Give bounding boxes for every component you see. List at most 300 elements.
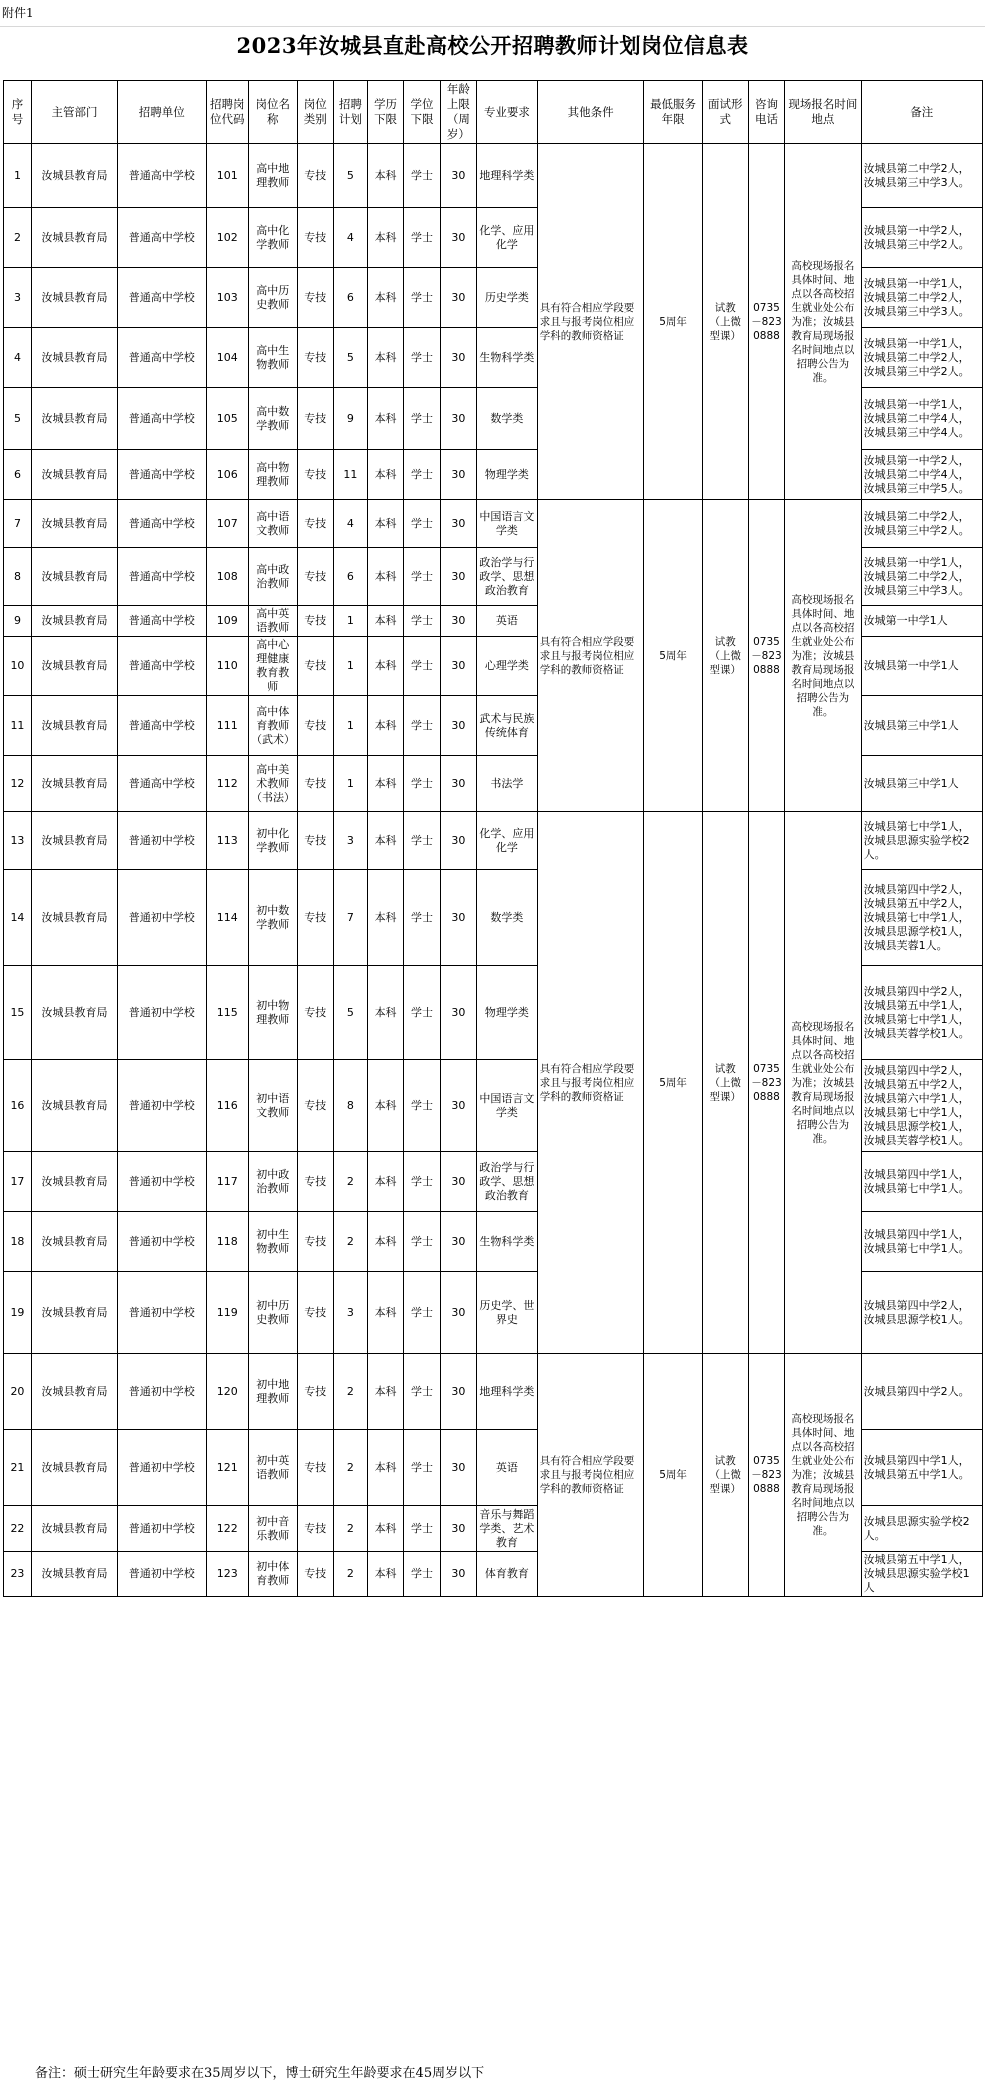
cell-note: 汝城县第五中学1人，汝城县思源实验学校1人 bbox=[861, 1552, 982, 1597]
header-cell: 招聘单位 bbox=[118, 81, 207, 144]
cell-age: 30 bbox=[440, 756, 476, 812]
cell-other: 具有符合相应学段要求且与报考岗位相应学科的教师资格证 bbox=[537, 1354, 644, 1597]
cell-department: 汝城县教育局 bbox=[31, 1272, 117, 1354]
cell-onsite: 高校现场报名具体时间、地点以各高校招生就业处公布为准；汝城县教育局现场报名时间地点以招聘公告为准。 bbox=[785, 812, 861, 1354]
cell-age: 30 bbox=[440, 328, 476, 388]
header-cell: 招聘计划 bbox=[333, 81, 367, 144]
cell-age: 30 bbox=[440, 696, 476, 756]
cell-code: 101 bbox=[206, 144, 248, 208]
cell-category: 专技 bbox=[297, 870, 333, 966]
cell-major: 体育教育 bbox=[477, 1552, 538, 1597]
cell-position: 初中英语教师 bbox=[249, 1430, 298, 1506]
cell-seq: 6 bbox=[4, 450, 32, 500]
cell-unit: 普通初中学校 bbox=[118, 1552, 207, 1597]
table-row bbox=[4, 500, 983, 548]
cell-position: 初中语文教师 bbox=[249, 1060, 298, 1152]
cell-note: 汝城县第一中学1人 bbox=[861, 637, 982, 696]
cell-position: 高中地理教师 bbox=[249, 144, 298, 208]
cell-category: 专技 bbox=[297, 606, 333, 637]
cell-code: 123 bbox=[206, 1552, 248, 1597]
cell-age: 30 bbox=[440, 870, 476, 966]
cell-edu: 本科 bbox=[367, 144, 403, 208]
cell-unit: 普通初中学校 bbox=[118, 812, 207, 870]
cell-note: 汝城县第四中学2人。 bbox=[861, 1354, 982, 1430]
cell-department: 汝城县教育局 bbox=[31, 870, 117, 966]
cell-edu: 本科 bbox=[367, 388, 403, 450]
cell-category: 专技 bbox=[297, 696, 333, 756]
cell-other: 具有符合相应学段要求且与报考岗位相应学科的教师资格证 bbox=[537, 500, 644, 812]
cell-position: 高中物理教师 bbox=[249, 450, 298, 500]
cell-other: 具有符合相应学段要求且与报考岗位相应学科的教师资格证 bbox=[537, 812, 644, 1354]
page-title: 2023年汝城县直赴高校公开招聘教师计划岗位信息表 bbox=[236, 33, 749, 58]
cell-major: 数学类 bbox=[477, 870, 538, 966]
cell-edu: 本科 bbox=[367, 870, 403, 966]
cell-onsite: 高校现场报名具体时间、地点以各高校招生就业处公布为准；汝城县教育局现场报名时间地点以招聘公告为准。 bbox=[785, 1354, 861, 1597]
cell-phone: 0735－8230888 bbox=[748, 144, 784, 500]
cell-plan: 2 bbox=[333, 1506, 367, 1552]
cell-degree: 学士 bbox=[404, 500, 440, 548]
cell-interview: 试教（上微型课） bbox=[702, 812, 748, 1354]
cell-age: 30 bbox=[440, 548, 476, 606]
cell-unit: 普通高中学校 bbox=[118, 208, 207, 268]
cell-major: 生物科学类 bbox=[477, 328, 538, 388]
cell-edu: 本科 bbox=[367, 268, 403, 328]
cell-category: 专技 bbox=[297, 328, 333, 388]
cell-category: 专技 bbox=[297, 1060, 333, 1152]
cell-major: 生物科学类 bbox=[477, 1212, 538, 1272]
cell-major: 地理科学类 bbox=[477, 1354, 538, 1430]
cell-department: 汝城县教育局 bbox=[31, 144, 117, 208]
cell-age: 30 bbox=[440, 1552, 476, 1597]
cell-department: 汝城县教育局 bbox=[31, 388, 117, 450]
cell-department: 汝城县教育局 bbox=[31, 500, 117, 548]
cell-department: 汝城县教育局 bbox=[31, 1506, 117, 1552]
cell-degree: 学士 bbox=[404, 756, 440, 812]
footnote: 备注：硕士研究生年龄要求在35周岁以下，博士研究生年龄要求在45周岁以下 bbox=[35, 2066, 485, 2081]
cell-edu: 本科 bbox=[367, 1506, 403, 1552]
cell-category: 专技 bbox=[297, 1212, 333, 1272]
cell-department: 汝城县教育局 bbox=[31, 1152, 117, 1212]
cell-major: 物理学类 bbox=[477, 450, 538, 500]
cell-onsite: 高校现场报名具体时间、地点以各高校招生就业处公布为准；汝城县教育局现场报名时间地点以招聘公告为准。 bbox=[785, 144, 861, 500]
cell-note: 汝城县第一中学2人，汝城县第三中学2人。 bbox=[861, 208, 982, 268]
cell-note: 汝城县第一中学2人，汝城县第二中学4人，汝城县第三中学5人。 bbox=[861, 450, 982, 500]
cell-seq: 9 bbox=[4, 606, 32, 637]
cell-position: 初中物理教师 bbox=[249, 966, 298, 1060]
cell-unit: 普通高中学校 bbox=[118, 388, 207, 450]
cell-age: 30 bbox=[440, 1152, 476, 1212]
cell-plan: 11 bbox=[333, 450, 367, 500]
cell-category: 专技 bbox=[297, 268, 333, 328]
cell-category: 专技 bbox=[297, 1152, 333, 1212]
cell-degree: 学士 bbox=[404, 388, 440, 450]
cell-edu: 本科 bbox=[367, 450, 403, 500]
cell-age: 30 bbox=[440, 966, 476, 1060]
cell-age: 30 bbox=[440, 1354, 476, 1430]
cell-plan: 2 bbox=[333, 1430, 367, 1506]
cell-position: 初中生物教师 bbox=[249, 1212, 298, 1272]
cell-age: 30 bbox=[440, 812, 476, 870]
cell-unit: 普通初中学校 bbox=[118, 1430, 207, 1506]
cell-note: 汝城县第三中学1人 bbox=[861, 696, 982, 756]
cell-age: 30 bbox=[440, 1506, 476, 1552]
cell-note: 汝城县第七中学1人，汝城县思源实验学校2人。 bbox=[861, 812, 982, 870]
cell-age: 30 bbox=[440, 1430, 476, 1506]
cell-degree: 学士 bbox=[404, 208, 440, 268]
table-body bbox=[4, 144, 983, 1597]
cell-major: 政治学与行政学、思想政治教育 bbox=[477, 1152, 538, 1212]
cell-code: 113 bbox=[206, 812, 248, 870]
cell-degree: 学士 bbox=[404, 144, 440, 208]
cell-degree: 学士 bbox=[404, 268, 440, 328]
cell-note: 汝城县思源实验学校2人。 bbox=[861, 1506, 982, 1552]
cell-position: 高中语文教师 bbox=[249, 500, 298, 548]
cell-note: 汝城县第一中学1人，汝城县第二中学4人，汝城县第三中学4人。 bbox=[861, 388, 982, 450]
cell-note: 汝城县第二中学2人，汝城县第三中学2人。 bbox=[861, 500, 982, 548]
cell-seq: 2 bbox=[4, 208, 32, 268]
cell-plan: 1 bbox=[333, 606, 367, 637]
cell-code: 105 bbox=[206, 388, 248, 450]
cell-unit: 普通初中学校 bbox=[118, 1272, 207, 1354]
cell-degree: 学士 bbox=[404, 870, 440, 966]
cell-note: 汝城县第一中学1人，汝城县第二中学2人，汝城县第三中学2人。 bbox=[861, 328, 982, 388]
cell-onsite: 高校现场报名具体时间、地点以各高校招生就业处公布为准；汝城县教育局现场报名时间地点以招聘公告为准。 bbox=[785, 500, 861, 812]
header-cell: 面试形式 bbox=[702, 81, 748, 144]
cell-plan: 5 bbox=[333, 966, 367, 1060]
cell-plan: 1 bbox=[333, 637, 367, 696]
cell-department: 汝城县教育局 bbox=[31, 756, 117, 812]
cell-age: 30 bbox=[440, 208, 476, 268]
cell-category: 专技 bbox=[297, 637, 333, 696]
header-cell: 岗位名称 bbox=[249, 81, 298, 144]
cell-department: 汝城县教育局 bbox=[31, 450, 117, 500]
cell-degree: 学士 bbox=[404, 1354, 440, 1430]
cell-major: 政治学与行政学、思想政治教育 bbox=[477, 548, 538, 606]
cell-unit: 普通高中学校 bbox=[118, 548, 207, 606]
cell-note: 汝城县第四中学2人，汝城县第五中学1人，汝城县第七中学1人，汝城县芙蓉学校1人。 bbox=[861, 966, 982, 1060]
cell-department: 汝城县教育局 bbox=[31, 1212, 117, 1272]
cell-code: 102 bbox=[206, 208, 248, 268]
cell-note: 汝城县第四中学2人，汝城县第五中学2人，汝城县第六中学1人，汝城县第七中学1人，汝城县思源学校1人，汝城县芙蓉学校1人。 bbox=[861, 1060, 982, 1152]
cell-edu: 本科 bbox=[367, 606, 403, 637]
cell-department: 汝城县教育局 bbox=[31, 637, 117, 696]
cell-degree: 学士 bbox=[404, 450, 440, 500]
cell-degree: 学士 bbox=[404, 1552, 440, 1597]
cell-edu: 本科 bbox=[367, 328, 403, 388]
table-row bbox=[4, 144, 983, 208]
header-cell: 招聘岗位代码 bbox=[206, 81, 248, 144]
cell-position: 初中音乐教师 bbox=[249, 1506, 298, 1552]
cell-code: 109 bbox=[206, 606, 248, 637]
cell-category: 专技 bbox=[297, 500, 333, 548]
cell-edu: 本科 bbox=[367, 500, 403, 548]
cell-unit: 普通初中学校 bbox=[118, 1506, 207, 1552]
cell-unit: 普通初中学校 bbox=[118, 966, 207, 1060]
cell-unit: 普通高中学校 bbox=[118, 268, 207, 328]
cell-unit: 普通初中学校 bbox=[118, 1152, 207, 1212]
cell-phone: 0735－8230888 bbox=[748, 812, 784, 1354]
cell-position: 高中数学教师 bbox=[249, 388, 298, 450]
cell-seq: 8 bbox=[4, 548, 32, 606]
cell-unit: 普通高中学校 bbox=[118, 696, 207, 756]
cell-age: 30 bbox=[440, 1060, 476, 1152]
cell-code: 111 bbox=[206, 696, 248, 756]
cell-major: 武术与民族传统体育 bbox=[477, 696, 538, 756]
cell-age: 30 bbox=[440, 1272, 476, 1354]
cell-seq: 13 bbox=[4, 812, 32, 870]
cell-position: 高中化学教师 bbox=[249, 208, 298, 268]
cell-unit: 普通初中学校 bbox=[118, 1060, 207, 1152]
cell-major: 英语 bbox=[477, 1430, 538, 1506]
cell-code: 120 bbox=[206, 1354, 248, 1430]
cell-edu: 本科 bbox=[367, 1152, 403, 1212]
cell-code: 116 bbox=[206, 1060, 248, 1152]
header-row bbox=[4, 81, 983, 144]
cell-seq: 23 bbox=[4, 1552, 32, 1597]
cell-plan: 3 bbox=[333, 812, 367, 870]
cell-position: 高中英语教师 bbox=[249, 606, 298, 637]
cell-phone: 0735－8230888 bbox=[748, 1354, 784, 1597]
header-cell: 年龄上限（周岁） bbox=[440, 81, 476, 144]
table-row bbox=[4, 812, 983, 870]
cell-code: 112 bbox=[206, 756, 248, 812]
cell-major: 英语 bbox=[477, 606, 538, 637]
cell-plan: 7 bbox=[333, 870, 367, 966]
header-cell: 现场报名时间地点 bbox=[785, 81, 861, 144]
cell-plan: 2 bbox=[333, 1354, 367, 1430]
cell-age: 30 bbox=[440, 450, 476, 500]
cell-code: 115 bbox=[206, 966, 248, 1060]
cell-position: 高中美术教师（书法） bbox=[249, 756, 298, 812]
cell-unit: 普通初中学校 bbox=[118, 1212, 207, 1272]
cell-seq: 1 bbox=[4, 144, 32, 208]
cell-unit: 普通高中学校 bbox=[118, 606, 207, 637]
cell-code: 103 bbox=[206, 268, 248, 328]
cell-years: 5周年 bbox=[644, 812, 702, 1354]
table-row bbox=[4, 1354, 983, 1430]
cell-age: 30 bbox=[440, 500, 476, 548]
header-cell: 主管部门 bbox=[31, 81, 117, 144]
cell-seq: 22 bbox=[4, 1506, 32, 1552]
cell-seq: 21 bbox=[4, 1430, 32, 1506]
positions-table bbox=[3, 80, 983, 1597]
cell-unit: 普通高中学校 bbox=[118, 756, 207, 812]
cell-plan: 6 bbox=[333, 548, 367, 606]
cell-major: 中国语言文学类 bbox=[477, 1060, 538, 1152]
cell-age: 30 bbox=[440, 268, 476, 328]
cell-other: 具有符合相应学段要求且与报考岗位相应学科的教师资格证 bbox=[537, 144, 644, 500]
cell-seq: 7 bbox=[4, 500, 32, 548]
header-cell: 专业要求 bbox=[477, 81, 538, 144]
cell-seq: 12 bbox=[4, 756, 32, 812]
cell-department: 汝城县教育局 bbox=[31, 1060, 117, 1152]
cell-code: 121 bbox=[206, 1430, 248, 1506]
cell-edu: 本科 bbox=[367, 1354, 403, 1430]
cell-degree: 学士 bbox=[404, 606, 440, 637]
cell-note: 汝城县第一中学1人，汝城县第二中学2人，汝城县第三中学3人。 bbox=[861, 548, 982, 606]
cell-category: 专技 bbox=[297, 144, 333, 208]
cell-note: 汝城县第四中学1人，汝城县第七中学1人。 bbox=[861, 1152, 982, 1212]
cell-major: 历史学类 bbox=[477, 268, 538, 328]
sheet-top-row bbox=[0, 0, 985, 27]
cell-major: 物理学类 bbox=[477, 966, 538, 1060]
cell-department: 汝城县教育局 bbox=[31, 812, 117, 870]
cell-major: 数学类 bbox=[477, 388, 538, 450]
annex-label: 附件1 bbox=[2, 6, 34, 20]
cell-age: 30 bbox=[440, 606, 476, 637]
cell-major: 地理科学类 bbox=[477, 144, 538, 208]
cell-degree: 学士 bbox=[404, 1430, 440, 1506]
cell-seq: 20 bbox=[4, 1354, 32, 1430]
cell-edu: 本科 bbox=[367, 1430, 403, 1506]
header-cell: 学位下限 bbox=[404, 81, 440, 144]
header-cell: 咨询电话 bbox=[748, 81, 784, 144]
cell-note: 汝城县第二中学2人，汝城县第三中学3人。 bbox=[861, 144, 982, 208]
cell-major: 书法学 bbox=[477, 756, 538, 812]
cell-category: 专技 bbox=[297, 208, 333, 268]
cell-major: 化学、应用化学 bbox=[477, 208, 538, 268]
cell-unit: 普通初中学校 bbox=[118, 870, 207, 966]
header-cell: 最低服务年限 bbox=[644, 81, 702, 144]
cell-note: 汝城第一中学1人 bbox=[861, 606, 982, 637]
header-cell: 序号 bbox=[4, 81, 32, 144]
cell-code: 104 bbox=[206, 328, 248, 388]
cell-age: 30 bbox=[440, 637, 476, 696]
cell-plan: 2 bbox=[333, 1212, 367, 1272]
cell-department: 汝城县教育局 bbox=[31, 548, 117, 606]
cell-department: 汝城县教育局 bbox=[31, 1354, 117, 1430]
cell-interview: 试教（上微型课） bbox=[702, 500, 748, 812]
cell-edu: 本科 bbox=[367, 637, 403, 696]
cell-category: 专技 bbox=[297, 1354, 333, 1430]
cell-department: 汝城县教育局 bbox=[31, 1430, 117, 1506]
cell-degree: 学士 bbox=[404, 1060, 440, 1152]
cell-department: 汝城县教育局 bbox=[31, 328, 117, 388]
cell-plan: 6 bbox=[333, 268, 367, 328]
cell-major: 中国语言文学类 bbox=[477, 500, 538, 548]
cell-plan: 9 bbox=[333, 388, 367, 450]
cell-years: 5周年 bbox=[644, 1354, 702, 1597]
cell-seq: 17 bbox=[4, 1152, 32, 1212]
cell-degree: 学士 bbox=[404, 637, 440, 696]
cell-seq: 19 bbox=[4, 1272, 32, 1354]
cell-plan: 8 bbox=[333, 1060, 367, 1152]
cell-unit: 普通高中学校 bbox=[118, 450, 207, 500]
cell-category: 专技 bbox=[297, 812, 333, 870]
cell-position: 高中历史教师 bbox=[249, 268, 298, 328]
cell-plan: 5 bbox=[333, 328, 367, 388]
cell-edu: 本科 bbox=[367, 1552, 403, 1597]
cell-position: 初中政治教师 bbox=[249, 1152, 298, 1212]
cell-major: 心理学类 bbox=[477, 637, 538, 696]
cell-category: 专技 bbox=[297, 1506, 333, 1552]
cell-note: 汝城县第四中学2人，汝城县思源学校1人。 bbox=[861, 1272, 982, 1354]
cell-plan: 1 bbox=[333, 696, 367, 756]
cell-interview: 试教（上微型课） bbox=[702, 1354, 748, 1597]
cell-note: 汝城县第四中学1人，汝城县第七中学1人。 bbox=[861, 1212, 982, 1272]
cell-category: 专技 bbox=[297, 1552, 333, 1597]
cell-degree: 学士 bbox=[404, 1272, 440, 1354]
cell-department: 汝城县教育局 bbox=[31, 966, 117, 1060]
cell-edu: 本科 bbox=[367, 812, 403, 870]
cell-seq: 4 bbox=[4, 328, 32, 388]
cell-department: 汝城县教育局 bbox=[31, 696, 117, 756]
header-cell: 岗位类别 bbox=[297, 81, 333, 144]
cell-edu: 本科 bbox=[367, 1272, 403, 1354]
cell-plan: 3 bbox=[333, 1272, 367, 1354]
cell-position: 初中地理教师 bbox=[249, 1354, 298, 1430]
cell-note: 汝城县第四中学2人，汝城县第五中学2人，汝城县第七中学1人，汝城县思源学校1人，汝城县芙蓉1人。 bbox=[861, 870, 982, 966]
cell-code: 114 bbox=[206, 870, 248, 966]
cell-position: 高中心理健康教育教师 bbox=[249, 637, 298, 696]
cell-seq: 10 bbox=[4, 637, 32, 696]
cell-position: 初中历史教师 bbox=[249, 1272, 298, 1354]
cell-category: 专技 bbox=[297, 1272, 333, 1354]
cell-edu: 本科 bbox=[367, 756, 403, 812]
cell-code: 110 bbox=[206, 637, 248, 696]
cell-years: 5周年 bbox=[644, 144, 702, 500]
cell-edu: 本科 bbox=[367, 966, 403, 1060]
cell-plan: 5 bbox=[333, 144, 367, 208]
cell-seq: 3 bbox=[4, 268, 32, 328]
cell-code: 117 bbox=[206, 1152, 248, 1212]
cell-major: 化学、应用化学 bbox=[477, 812, 538, 870]
cell-unit: 普通高中学校 bbox=[118, 500, 207, 548]
cell-department: 汝城县教育局 bbox=[31, 1552, 117, 1597]
cell-seq: 18 bbox=[4, 1212, 32, 1272]
cell-code: 122 bbox=[206, 1506, 248, 1552]
cell-edu: 本科 bbox=[367, 208, 403, 268]
cell-unit: 普通高中学校 bbox=[118, 637, 207, 696]
cell-plan: 4 bbox=[333, 208, 367, 268]
cell-position: 初中化学教师 bbox=[249, 812, 298, 870]
cell-code: 107 bbox=[206, 500, 248, 548]
cell-interview: 试教（上微型课） bbox=[702, 144, 748, 500]
cell-department: 汝城县教育局 bbox=[31, 208, 117, 268]
cell-category: 专技 bbox=[297, 756, 333, 812]
cell-unit: 普通初中学校 bbox=[118, 1354, 207, 1430]
cell-years: 5周年 bbox=[644, 500, 702, 812]
cell-note: 汝城县第三中学1人 bbox=[861, 756, 982, 812]
cell-code: 108 bbox=[206, 548, 248, 606]
cell-department: 汝城县教育局 bbox=[31, 606, 117, 637]
cell-major: 历史学、世界史 bbox=[477, 1272, 538, 1354]
cell-edu: 本科 bbox=[367, 1212, 403, 1272]
cell-age: 30 bbox=[440, 1212, 476, 1272]
cell-age: 30 bbox=[440, 144, 476, 208]
cell-edu: 本科 bbox=[367, 696, 403, 756]
cell-degree: 学士 bbox=[404, 548, 440, 606]
cell-category: 专技 bbox=[297, 450, 333, 500]
cell-degree: 学士 bbox=[404, 696, 440, 756]
cell-degree: 学士 bbox=[404, 966, 440, 1060]
cell-plan: 2 bbox=[333, 1552, 367, 1597]
cell-edu: 本科 bbox=[367, 548, 403, 606]
cell-position: 初中数学教师 bbox=[249, 870, 298, 966]
cell-code: 118 bbox=[206, 1212, 248, 1272]
cell-seq: 16 bbox=[4, 1060, 32, 1152]
cell-degree: 学士 bbox=[404, 1212, 440, 1272]
header-cell: 备注 bbox=[861, 81, 982, 144]
cell-phone: 0735－8230888 bbox=[748, 500, 784, 812]
cell-note: 汝城县第四中学1人，汝城县第五中学1人。 bbox=[861, 1430, 982, 1506]
cell-unit: 普通高中学校 bbox=[118, 328, 207, 388]
cell-plan: 2 bbox=[333, 1152, 367, 1212]
cell-code: 119 bbox=[206, 1272, 248, 1354]
cell-position: 高中政治教师 bbox=[249, 548, 298, 606]
cell-note: 汝城县第一中学1人，汝城县第二中学2人，汝城县第三中学3人。 bbox=[861, 268, 982, 328]
cell-code: 106 bbox=[206, 450, 248, 500]
